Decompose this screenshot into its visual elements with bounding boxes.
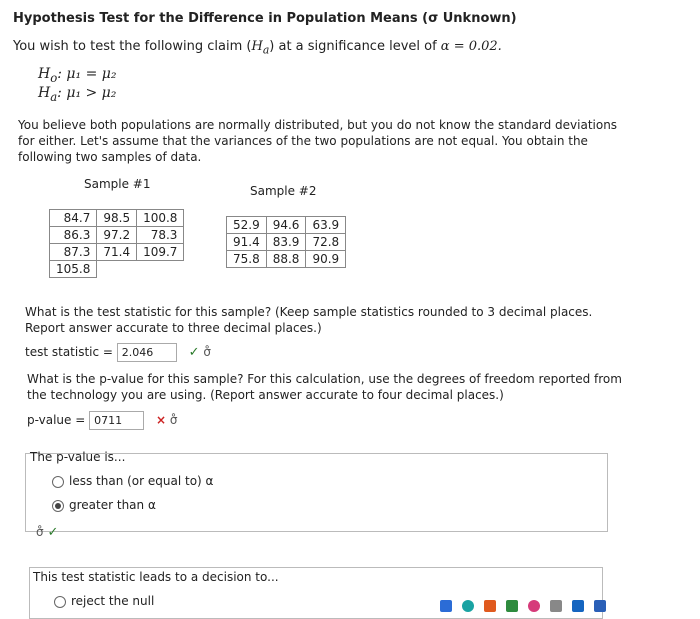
table-row — [50, 227, 184, 244]
table-row — [50, 210, 184, 227]
correct-check-icon: ✓ — [188, 345, 200, 360]
q2-answer-row — [27, 411, 177, 430]
table-cell — [97, 261, 137, 278]
correct-check-icon: ✓ — [47, 525, 59, 540]
alpha-value: α = 0.02. — [440, 39, 502, 54]
table-cell: 97.2 — [97, 227, 137, 244]
claim-text — [13, 39, 502, 57]
app-icon[interactable] — [506, 600, 518, 612]
table-cell: 78.3 — [137, 227, 184, 244]
table-cell: 84.7 — [50, 210, 97, 227]
table-cell: 75.8 — [227, 251, 267, 268]
table-row — [227, 234, 346, 251]
sample1-label: Sample #1 — [84, 177, 151, 191]
dropbox-icon[interactable] — [572, 600, 584, 612]
test-statistic-input[interactable]: 2.046 — [117, 343, 177, 362]
radio-less[interactable] — [52, 476, 64, 488]
table-cell — [137, 261, 184, 278]
table-row — [227, 217, 346, 234]
q3-prompt: The p-value is... — [30, 450, 126, 464]
table-cell: 72.8 — [306, 234, 346, 251]
q1-label: test statistic = — [25, 345, 113, 359]
radio-reject[interactable] — [54, 596, 66, 608]
q3-option-greater[interactable]: greater than α — [52, 498, 156, 512]
q1-answer-row — [25, 343, 211, 362]
table-cell: 86.3 — [50, 227, 97, 244]
q3-panel — [25, 453, 608, 532]
null-hypothesis: $H_o$: μ₁ = μ₂ — [38, 66, 117, 85]
q2-label: p-value = — [27, 413, 86, 427]
app-icon[interactable] — [484, 600, 496, 612]
chrome-icon[interactable] — [462, 600, 474, 612]
retry-icon[interactable]: σ̊ — [169, 413, 178, 427]
radio-greater[interactable] — [52, 500, 64, 512]
ha-symbol: $H_a$ — [251, 39, 270, 57]
q1-prompt: What is the test statistic for this sample? (Keep sample statistics rounded to 3 decimal places. Report answer accurate to three decimal places.) — [25, 305, 593, 335]
app-icon[interactable] — [550, 600, 562, 612]
q2-prompt: What is the p-value for this sample? For this calculation, use the degrees of freedom reported from the technology you are using. (Report answer accurate to four decimal places.) — [27, 372, 622, 402]
q4-option-reject[interactable]: reject the null — [54, 594, 154, 608]
sample1-table — [49, 209, 184, 278]
claim-part2: ) at a significance level of — [269, 39, 441, 54]
table-row — [50, 261, 184, 278]
retry-icon[interactable]: σ̊ — [203, 345, 211, 359]
table-cell: 63.9 — [306, 217, 346, 234]
q3-option-less[interactable]: less than (or equal to) α — [52, 474, 213, 488]
table-cell: 87.3 — [50, 244, 97, 261]
q4-prompt: This test statistic leads to a decision to... — [33, 570, 279, 584]
retry-icon[interactable]: σ̊ — [36, 525, 44, 539]
incorrect-x-icon: × — [155, 413, 166, 427]
alternative-hypothesis: $H_a$: μ₁ > μ₂ — [38, 85, 117, 104]
table-cell: 100.8 — [137, 210, 184, 227]
table-row — [227, 251, 346, 268]
table-cell: 91.4 — [227, 234, 267, 251]
table-cell: 52.9 — [227, 217, 267, 234]
table-cell: 71.4 — [97, 244, 137, 261]
app-icon[interactable] — [440, 600, 452, 612]
problem-description: You believe both populations are normally distributed, but you do not know the standard deviations for either. Let's assume that the variances of the two populations are not equal. You obtain the following two samples of data. — [18, 118, 618, 164]
table-row — [50, 244, 184, 261]
q3-feedback — [36, 525, 58, 540]
page-title: Hypothesis Test for the Difference in Population Means (σ Unknown) — [13, 11, 517, 26]
claim-part1: You wish to test the following claim ( — [13, 39, 252, 54]
sample2-table — [226, 216, 346, 268]
table-cell: 98.5 — [97, 210, 137, 227]
taskbar-dock — [440, 600, 700, 617]
table-cell: 105.8 — [50, 261, 97, 278]
sample2-label: Sample #2 — [250, 184, 317, 198]
word-icon[interactable] — [594, 600, 606, 612]
app-icon[interactable] — [528, 600, 540, 612]
table-cell: 109.7 — [137, 244, 184, 261]
table-cell: 90.9 — [306, 251, 346, 268]
table-cell: 94.6 — [266, 217, 306, 234]
table-cell: 88.8 — [266, 251, 306, 268]
table-cell: 83.9 — [266, 234, 306, 251]
p-value-input[interactable]: 0711 — [89, 411, 144, 430]
